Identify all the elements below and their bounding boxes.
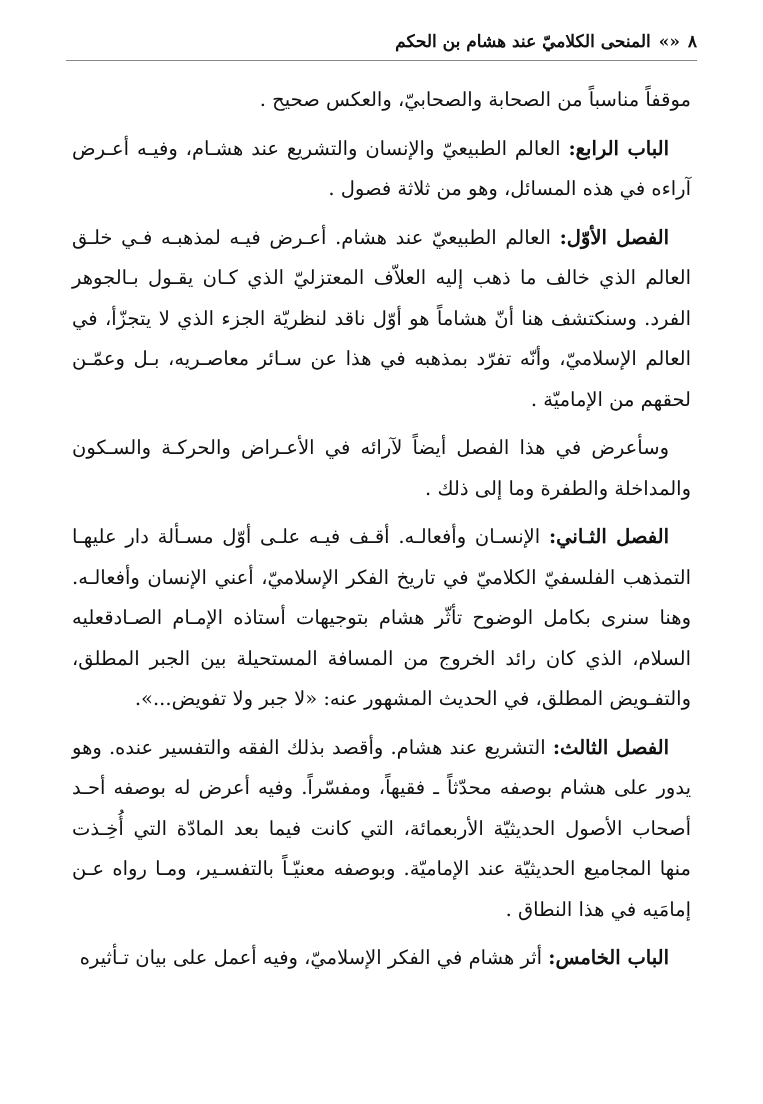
running-header — [66, 27, 697, 57]
paragraph — [72, 728, 691, 931]
paragraph — [72, 428, 691, 509]
paragraph-text: أثر هشام في الفكر الإسلاميّ، وفيه أعمل على بيان تـأثيره — [79, 946, 549, 969]
paragraph-text: الإنسـان وأفعالـه. أقـف فيـه علـى أوّل مسـألة دار عليهـا التمذهب الفلسفيّ الكلاميّ في تاريخ الفكر الإسلاميّ، أعني الإنسان وأفعالـه. وهنا سنرى بكامل الوضوح تأثّر هشام بتوجيهات أستاذه الإمـام الصـادقعليه السلام، الذي كان رائد الخروج من المسافة المستحيلة بين الجبر المطلق، والتفـويض المطلق، في الحديث المشهور عنه: «لا جبر ولا تفويض...». — [72, 525, 691, 710]
paragraph — [72, 938, 691, 979]
paragraph-heading: الفصل الثـاني: — [548, 525, 669, 548]
paragraph-text: العالم الطبيعيّ عند هشام. أعـرض فيـه لمذهبـه فـي خلـق العالم الذي خالف ما ذهب إليه العلاّف المعتزليّ الذي كـان يقـول بـالجوهر الفرد. وسنكتشف هنا أنّ هشاماً هو أوّل ناقد لنظريّة الجزء الذي لا يتجزّأ، في العالم الإسلاميّ، وأنّه تفرّد بمذهبه في هذا عن سـائر معاصـريه، بـل وعمّـن لحقهم من الإماميّة . — [72, 225, 691, 411]
body-text — [72, 80, 691, 987]
paragraph-heading: الباب الخامس: — [548, 946, 669, 969]
header-divider — [66, 60, 697, 61]
paragraph-text: التشريع عند هشام. وأقصد بذلك الفقه والتفسير عنده. وهو يدور على هشام بوصفه محدّثاً ـ فقيهاً، ومفسّراً. وفيه أعرض له بوصفه أحـد أصحاب الأصول الحديثيّة الأربعمائة، التي كانت فيما بعد المادّة التي أُخِـذت منها المجاميع الحديثيّة عند الإماميّة. وبوصفه معنيّـاً بالتفسـير، ومـا رواه عـن إمامَيه في هذا النطاق . — [72, 735, 691, 921]
ornament-icon: «» — [658, 32, 680, 52]
paragraph — [72, 80, 691, 121]
paragraph-text: وسأعرض في هذا الفصل أيضاً لآرائه في الأعـراض والحركـة والسـكون والمداخلة والطفرة وما إلى ذلك . — [72, 436, 691, 500]
paragraph-text: موقفاً مناسباً من الصحابة والصحابيّ، والعكس صحيح . — [259, 88, 691, 111]
paragraph-heading: الفصل الثالث: — [552, 735, 670, 759]
paragraph-text: العالم الطبيعيّ والإنسان والتشريع عند هشـام، وفيـه أعـرض آراءه في هذه المسائل، وهو من ثلاثة فصول . — [72, 136, 691, 200]
paragraph — [72, 218, 691, 421]
page-number: ٨ — [687, 32, 697, 52]
paragraph-heading: الفصل الأوّل: — [559, 225, 669, 249]
paragraph — [72, 129, 691, 210]
header-title: المنحى الكلاميّ عند هشام بن الحكم — [395, 32, 651, 52]
paragraph — [72, 517, 691, 720]
paragraph-heading: الباب الرابع: — [568, 136, 669, 160]
